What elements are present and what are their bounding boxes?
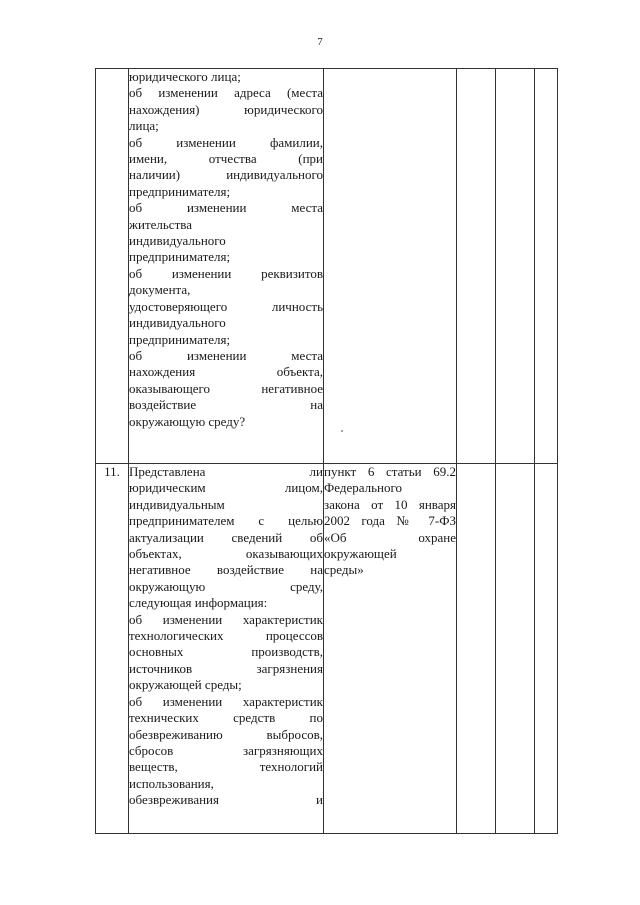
question-text-line: лица; (129, 118, 159, 134)
reference-text-line: среды» (324, 562, 364, 578)
question-cell (129, 69, 324, 464)
question-text-line: об изменении характеристик (129, 693, 323, 709)
question-text-line: предпринимателя; (129, 183, 231, 199)
question-text-line: нахождения) юридического (129, 101, 323, 117)
reference-text-line: закона от 10 января (324, 496, 456, 512)
question-text-line: индивидуального (129, 233, 226, 249)
question-text-line: об изменении фамилии, (129, 134, 323, 150)
question-text-line: об изменении характеристик (129, 611, 323, 627)
question-text-line: предпринимателя; (129, 331, 231, 347)
question-text-line: веществ, технологий (129, 759, 323, 775)
question-text-line: источников загрязнения (129, 660, 323, 676)
question-text-line: об изменении адреса (места (129, 85, 323, 101)
question-text-line: сбросов загрязняющих (129, 742, 323, 758)
question-text-line: негативное воздействие на (129, 562, 323, 578)
question-text-line: следующая информация: (129, 595, 268, 611)
question-text-line: окружающую среду, (129, 578, 323, 594)
question-text-line: жительства (129, 216, 192, 232)
page-number: 7 (317, 36, 323, 48)
question-text-line: юридического лица; (129, 69, 241, 84)
question-text-line: индивидуальным (129, 496, 225, 512)
question-text-line: окружающей среды; (129, 677, 242, 693)
question-text-line: юридическим лицом, (129, 480, 323, 496)
answer-no-cell (496, 69, 535, 464)
question-text-line: обезвреживания и (129, 792, 323, 808)
question-text-line: предпринимателя; (129, 249, 231, 265)
question-text-line: об изменении реквизитов (129, 265, 323, 281)
table-row (96, 69, 558, 464)
question-text-line: технических средств по (129, 710, 323, 726)
question-text-line: об изменении места (129, 200, 323, 216)
question-text-line: нахождения объекта, (129, 364, 323, 380)
question-cell (129, 464, 324, 834)
reference-text-line: «Об охране (324, 529, 456, 545)
requirements-table (95, 68, 558, 834)
note-cell (535, 464, 558, 834)
reference-text-line: пункт 6 статьи 69.2 (324, 464, 456, 479)
reference-text-line: 2002 года № 7-ФЗ (324, 513, 456, 529)
answer-yes-cell (457, 69, 496, 464)
question-text-line: оказывающего негативное (129, 380, 323, 396)
reference-text-line: Федерального (324, 480, 403, 496)
question-text-line: индивидуального (129, 315, 226, 331)
reference-cell (324, 464, 457, 834)
question-text-line: об изменении места (129, 347, 323, 363)
question-text-line: документа, (129, 282, 191, 298)
row-number-cell (96, 69, 129, 464)
question-text-line: наличии) индивидуального (129, 167, 323, 183)
question-text-line: воздействие на (129, 397, 323, 413)
note-cell (535, 69, 558, 464)
table-row (96, 464, 558, 834)
question-text-line: предпринимателем с целью (129, 513, 323, 529)
question-text-line: актуализации сведений об (129, 529, 323, 545)
question-text-line: Представлена ли (129, 464, 323, 479)
question-text-line: основных производств, (129, 644, 323, 660)
question-text-line: объектах, оказывающих (129, 546, 323, 562)
question-text-line: имени, отчества (при (129, 151, 323, 167)
reference-cell (324, 69, 457, 464)
question-text-line: технологических процессов (129, 628, 323, 644)
scan-speck (341, 430, 343, 432)
question-text-line: обезвреживанию выбросов, (129, 726, 323, 742)
question-text-line: использования, (129, 775, 214, 791)
question-text-line: удостоверяющего личность (129, 298, 323, 314)
answer-yes-cell (457, 464, 496, 834)
answer-no-cell (496, 464, 535, 834)
reference-text-line: окружающей (324, 546, 397, 562)
question-text-line: окружающую среду? (129, 413, 246, 429)
row-number-cell: 11. (96, 464, 129, 834)
